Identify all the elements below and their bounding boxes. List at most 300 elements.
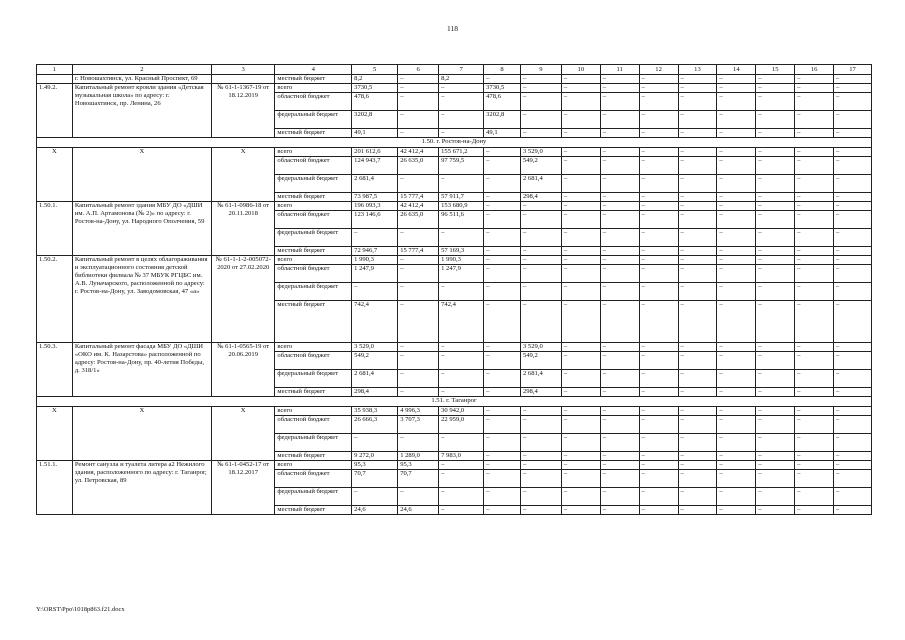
table-row xyxy=(37,460,872,469)
table-cell: – xyxy=(439,505,484,514)
table-cell: – xyxy=(795,75,834,84)
table-cell: – xyxy=(520,406,561,415)
table-cell: – xyxy=(678,264,717,282)
table-cell: всего xyxy=(275,83,352,92)
table-cell: – xyxy=(398,282,439,300)
table-cell: – xyxy=(795,246,834,255)
table-cell: – xyxy=(561,342,600,351)
table-cell: местный бюджет xyxy=(275,246,352,255)
table-cell: – xyxy=(561,255,600,264)
table-cell: – xyxy=(795,460,834,469)
table-cell: – xyxy=(678,342,717,351)
table-cell: – xyxy=(398,433,439,451)
table-cell: – xyxy=(639,156,678,174)
table-cell: – xyxy=(639,451,678,460)
table-cell: – xyxy=(756,128,795,137)
table-cell: – xyxy=(398,174,439,192)
table-cell: – xyxy=(717,406,756,415)
table-cell: – xyxy=(398,128,439,137)
table-cell: – xyxy=(678,110,717,128)
table-cell: – xyxy=(678,92,717,110)
table-cell: – xyxy=(600,351,639,369)
table-cell: – xyxy=(639,433,678,451)
table-cell: – xyxy=(484,487,521,505)
section-header-row xyxy=(37,137,872,147)
table-cell: – xyxy=(520,300,561,342)
table-cell: 549,2 xyxy=(520,351,561,369)
table-cell: – xyxy=(795,110,834,128)
table-cell: – xyxy=(795,210,834,228)
table-cell: 2 681,4 xyxy=(352,174,398,192)
table-cell: – xyxy=(600,210,639,228)
table-cell: – xyxy=(520,110,561,128)
table-cell: – xyxy=(756,387,795,396)
table-cell: – xyxy=(795,433,834,451)
table-cell: – xyxy=(600,147,639,156)
column-number-cell: 5 xyxy=(352,65,398,75)
table-cell: – xyxy=(439,282,484,300)
table-cell: – xyxy=(561,83,600,92)
column-number-cell: 16 xyxy=(795,65,834,75)
table-cell: – xyxy=(678,387,717,396)
table-cell: федеральный бюджет xyxy=(275,228,352,246)
table-cell: – xyxy=(484,505,521,514)
table-cell: – xyxy=(639,505,678,514)
table-cell: – xyxy=(717,460,756,469)
table-cell: – xyxy=(678,451,717,460)
table-cell: – xyxy=(795,342,834,351)
table-cell: – xyxy=(834,75,872,84)
table-cell: – xyxy=(756,147,795,156)
table-cell: – xyxy=(484,264,521,282)
table-cell: – xyxy=(639,351,678,369)
table-cell: – xyxy=(756,415,795,433)
table-cell: 3 529,0 xyxy=(352,342,398,351)
table-cell: – xyxy=(398,487,439,505)
column-number-cell: 1 xyxy=(37,65,73,75)
table-cell: – xyxy=(600,300,639,342)
table-cell: 2 681,4 xyxy=(520,369,561,387)
table-row xyxy=(37,75,872,84)
table-cell: – xyxy=(756,228,795,246)
table-cell: – xyxy=(756,201,795,210)
table-cell: 1 990,3 xyxy=(439,255,484,264)
table-cell: – xyxy=(600,228,639,246)
table-cell: – xyxy=(639,342,678,351)
table-row xyxy=(37,406,872,415)
table-cell: федеральный бюджет xyxy=(275,282,352,300)
table-cell: г. Новошахтинск, ул. Красный Проспект, 69 xyxy=(72,75,211,84)
table-cell: – xyxy=(352,487,398,505)
table-cell: – xyxy=(639,228,678,246)
table-cell: – xyxy=(600,156,639,174)
table-cell: – xyxy=(756,342,795,351)
table-cell: – xyxy=(398,228,439,246)
table-cell: всего xyxy=(275,255,352,264)
table-cell: – xyxy=(561,210,600,228)
table-cell: – xyxy=(717,192,756,201)
table-cell: Х xyxy=(37,406,73,460)
table-cell: – xyxy=(678,351,717,369)
table-cell: – xyxy=(398,255,439,264)
table-cell: – xyxy=(484,192,521,201)
table-cell: – xyxy=(398,92,439,110)
table-cell: 124 943,7 xyxy=(352,156,398,174)
file-path-footer: Y:\ORST\Ppo\1018p863.f21.docx xyxy=(36,606,125,613)
table-cell: – xyxy=(834,255,872,264)
table-cell: – xyxy=(756,487,795,505)
table-cell: федеральный бюджет xyxy=(275,174,352,192)
column-number-cell: 12 xyxy=(639,65,678,75)
table-cell: 3 529,0 xyxy=(520,342,561,351)
table-cell: – xyxy=(484,246,521,255)
table-cell: – xyxy=(484,282,521,300)
table-cell xyxy=(211,75,274,84)
table-cell: – xyxy=(834,228,872,246)
table-cell: – xyxy=(398,387,439,396)
table-cell: – xyxy=(639,192,678,201)
table-cell: – xyxy=(717,369,756,387)
table-cell: 123 146,6 xyxy=(352,210,398,228)
table-cell: – xyxy=(484,255,521,264)
table-cell: – xyxy=(678,128,717,137)
table-cell: – xyxy=(795,369,834,387)
table-cell: – xyxy=(484,415,521,433)
table-cell: 2 681,4 xyxy=(352,369,398,387)
table-cell: федеральный бюджет xyxy=(275,487,352,505)
table-cell: 4 996,3 xyxy=(398,406,439,415)
column-number-cell: 2 xyxy=(72,65,211,75)
table-cell: – xyxy=(639,460,678,469)
table-cell: всего xyxy=(275,460,352,469)
table-cell: – xyxy=(834,415,872,433)
table-row xyxy=(37,83,872,92)
column-number-cell: 13 xyxy=(678,65,717,75)
table-cell: – xyxy=(795,92,834,110)
table-cell: 1 990,3 xyxy=(352,255,398,264)
table-cell: № 61-1-1-2-005072-2020 от 27.02.2020 xyxy=(211,255,274,342)
table-cell: – xyxy=(717,246,756,255)
table-cell: – xyxy=(756,505,795,514)
table-cell: – xyxy=(795,387,834,396)
table-cell: 24,6 xyxy=(398,505,439,514)
table-cell: – xyxy=(398,75,439,84)
table-cell: 298,4 xyxy=(520,192,561,201)
table-cell: – xyxy=(561,192,600,201)
column-number-cell: 9 xyxy=(520,65,561,75)
table-cell: 35 938,3 xyxy=(352,406,398,415)
table-cell: – xyxy=(561,487,600,505)
table-cell: – xyxy=(439,469,484,487)
table-cell: Капитальный ремонт фасада МБУ ДО «ДШИ «ОКО им. К. Назарстова» расположенной по адресу: Ростов-на-Дону, пр. 40-летия Победы, д. 318/1» xyxy=(72,342,211,396)
table-cell: 9 272,0 xyxy=(352,451,398,460)
table-cell: – xyxy=(561,387,600,396)
table-cell: 298,4 xyxy=(520,387,561,396)
table-cell: 201 612,6 xyxy=(352,147,398,156)
table-cell: – xyxy=(398,369,439,387)
table-cell: – xyxy=(639,255,678,264)
table-cell: – xyxy=(561,75,600,84)
table-cell: – xyxy=(439,228,484,246)
table-cell: 3 529,0 xyxy=(520,147,561,156)
column-number-cell: 6 xyxy=(398,65,439,75)
table-row xyxy=(37,342,872,351)
table-cell: – xyxy=(717,75,756,84)
table-cell: – xyxy=(639,469,678,487)
table-cell: – xyxy=(439,369,484,387)
table-cell: – xyxy=(439,487,484,505)
table-cell: – xyxy=(639,83,678,92)
table-cell: – xyxy=(717,255,756,264)
table-cell: – xyxy=(600,201,639,210)
table-cell: – xyxy=(678,75,717,84)
table-cell: – xyxy=(834,264,872,282)
table-cell: – xyxy=(600,92,639,110)
table-cell: – xyxy=(520,433,561,451)
table-cell: – xyxy=(600,487,639,505)
table-cell: – xyxy=(834,469,872,487)
table-cell: 1 247,9 xyxy=(352,264,398,282)
table-cell: – xyxy=(561,460,600,469)
table-cell: 70,7 xyxy=(352,469,398,487)
table-cell: областной бюджет xyxy=(275,351,352,369)
table-cell: – xyxy=(600,406,639,415)
table-cell: – xyxy=(717,83,756,92)
table-cell: – xyxy=(717,387,756,396)
table-cell: – xyxy=(795,351,834,369)
table-cell: – xyxy=(484,174,521,192)
table-cell: – xyxy=(678,406,717,415)
table-cell: – xyxy=(561,264,600,282)
table-cell: – xyxy=(678,147,717,156)
table-cell: – xyxy=(520,264,561,282)
table-cell: – xyxy=(795,83,834,92)
table-cell: – xyxy=(717,505,756,514)
table-cell: 1.50.1. xyxy=(37,201,73,255)
table-cell: – xyxy=(756,156,795,174)
table-cell: – xyxy=(756,460,795,469)
table-cell: областной бюджет xyxy=(275,92,352,110)
table-cell: всего xyxy=(275,147,352,156)
table-cell: – xyxy=(717,451,756,460)
table-cell: – xyxy=(756,110,795,128)
table-cell: – xyxy=(484,469,521,487)
table-cell: – xyxy=(398,342,439,351)
table-cell: – xyxy=(717,174,756,192)
table-cell: 95,3 xyxy=(398,460,439,469)
table-cell: Капитальный ремонт кровли здания «Детская музыкальная школа» по адресу: г. Новошахтинск, пр. Ленина, 26 xyxy=(72,83,211,137)
table-cell: – xyxy=(520,505,561,514)
table-cell: – xyxy=(717,110,756,128)
table-cell: – xyxy=(639,282,678,300)
table-cell: – xyxy=(561,174,600,192)
table-cell: – xyxy=(639,369,678,387)
table-cell: Х xyxy=(72,147,211,201)
table-cell: – xyxy=(717,469,756,487)
table-cell: № 61-1-0565-19 от 20.06.2019 xyxy=(211,342,274,396)
table-cell: 8,2 xyxy=(352,75,398,84)
table-cell: – xyxy=(639,300,678,342)
table-cell: – xyxy=(756,83,795,92)
table-cell: – xyxy=(639,147,678,156)
table-cell: – xyxy=(561,128,600,137)
table-cell: федеральный бюджет xyxy=(275,433,352,451)
table-cell: – xyxy=(834,147,872,156)
table-cell: – xyxy=(756,92,795,110)
table-cell: 298,4 xyxy=(352,387,398,396)
table-cell: 3730,5 xyxy=(484,83,521,92)
table-cell: 15 777,4 xyxy=(398,246,439,255)
table-cell: – xyxy=(561,433,600,451)
table-cell: 70,7 xyxy=(398,469,439,487)
table-cell: 57 169,3 xyxy=(439,246,484,255)
table-cell: – xyxy=(795,282,834,300)
column-number-cell: 7 xyxy=(439,65,484,75)
table-cell: – xyxy=(834,433,872,451)
table-cell: – xyxy=(484,210,521,228)
table-cell: – xyxy=(678,415,717,433)
table-cell: – xyxy=(352,433,398,451)
table-cell: – xyxy=(834,210,872,228)
table-cell: – xyxy=(678,469,717,487)
table-cell: – xyxy=(600,469,639,487)
table-cell: – xyxy=(600,433,639,451)
table-cell: – xyxy=(561,505,600,514)
table-cell: – xyxy=(561,147,600,156)
table-cell: 26 635,0 xyxy=(398,210,439,228)
table-cell: – xyxy=(484,387,521,396)
table-cell: – xyxy=(520,210,561,228)
column-number-cell: 14 xyxy=(717,65,756,75)
table-cell: – xyxy=(398,83,439,92)
table-cell: – xyxy=(484,433,521,451)
table-cell: 42 412,4 xyxy=(398,201,439,210)
table-cell: – xyxy=(439,174,484,192)
table-cell: – xyxy=(795,255,834,264)
table-cell: – xyxy=(639,75,678,84)
table-cell: – xyxy=(834,451,872,460)
section-title: 1.51. г. Таганрог xyxy=(37,396,872,406)
table-cell: – xyxy=(639,406,678,415)
table-cell: местный бюджет xyxy=(275,128,352,137)
table-cell: – xyxy=(520,201,561,210)
column-number-cell: 17 xyxy=(834,65,872,75)
column-number-cell: 15 xyxy=(756,65,795,75)
table-cell: – xyxy=(484,228,521,246)
table-cell: 3202,8 xyxy=(484,110,521,128)
table-cell: – xyxy=(484,451,521,460)
table-cell: – xyxy=(520,228,561,246)
table-cell: всего xyxy=(275,342,352,351)
table-cell: – xyxy=(834,246,872,255)
table-cell: – xyxy=(484,369,521,387)
table-cell: – xyxy=(439,92,484,110)
table-cell: 1.50.2. xyxy=(37,255,73,342)
table-cell: – xyxy=(600,460,639,469)
table-cell: – xyxy=(520,415,561,433)
table-cell: – xyxy=(795,228,834,246)
column-number-cell: 3 xyxy=(211,65,274,75)
table-cell: 26 666,3 xyxy=(352,415,398,433)
table-cell: 42 412,4 xyxy=(398,147,439,156)
table-cell: – xyxy=(439,351,484,369)
table-cell: – xyxy=(717,156,756,174)
table-cell: – xyxy=(520,75,561,84)
table-cell: – xyxy=(398,264,439,282)
table-cell: – xyxy=(484,75,521,84)
table-cell: 1 247,9 xyxy=(439,264,484,282)
table-cell: областной бюджет xyxy=(275,264,352,282)
table-cell: – xyxy=(756,469,795,487)
table-cell: 49,1 xyxy=(484,128,521,137)
table-cell: – xyxy=(520,282,561,300)
table-cell: – xyxy=(398,351,439,369)
table-cell: – xyxy=(834,110,872,128)
table-cell: – xyxy=(600,264,639,282)
table-cell: – xyxy=(717,351,756,369)
table-cell: – xyxy=(600,342,639,351)
table-cell: – xyxy=(795,201,834,210)
table-cell: – xyxy=(756,264,795,282)
table-cell: – xyxy=(600,75,639,84)
table-row xyxy=(37,255,872,264)
table-cell: – xyxy=(678,174,717,192)
table-cell: – xyxy=(756,174,795,192)
column-number-cell: 11 xyxy=(600,65,639,75)
table-cell: – xyxy=(520,487,561,505)
table-cell: – xyxy=(484,147,521,156)
table-cell: – xyxy=(600,246,639,255)
table-cell: – xyxy=(561,351,600,369)
table-cell: 1.51.1. xyxy=(37,460,73,514)
table-cell: – xyxy=(439,433,484,451)
table-cell: 549,2 xyxy=(352,351,398,369)
table-cell: областной бюджет xyxy=(275,415,352,433)
table-cell: – xyxy=(520,451,561,460)
table-cell: – xyxy=(561,201,600,210)
table-cell: Ремонт санузла и туалета литера а2 Нежилого здания, расположенного по адресу: г. Таганрог, ул. Петровская, 89 xyxy=(72,460,211,514)
table-cell: 742,4 xyxy=(439,300,484,342)
table-cell: – xyxy=(600,505,639,514)
table-cell: федеральный бюджет xyxy=(275,110,352,128)
column-number-cell: 8 xyxy=(484,65,521,75)
table-cell: 30 942,0 xyxy=(439,406,484,415)
table-cell: Х xyxy=(37,147,73,201)
column-number-row xyxy=(37,65,872,75)
table-cell: – xyxy=(398,110,439,128)
table-cell: – xyxy=(561,469,600,487)
table-cell: – xyxy=(639,174,678,192)
table-cell: всего xyxy=(275,201,352,210)
table-cell: – xyxy=(678,433,717,451)
table-cell: – xyxy=(834,201,872,210)
table-cell: – xyxy=(834,460,872,469)
table-cell: – xyxy=(639,246,678,255)
table-cell: – xyxy=(717,210,756,228)
table-cell: – xyxy=(795,156,834,174)
table-cell: – xyxy=(678,156,717,174)
table-cell: местный бюджет xyxy=(275,300,352,342)
budget-table xyxy=(36,64,872,515)
table-cell: – xyxy=(756,75,795,84)
table-cell: – xyxy=(639,387,678,396)
table-cell: – xyxy=(520,460,561,469)
table-cell: местный бюджет xyxy=(275,192,352,201)
table-cell: 73 987,5 xyxy=(352,192,398,201)
table-cell: – xyxy=(834,300,872,342)
table-cell: – xyxy=(678,369,717,387)
table-cell: – xyxy=(834,156,872,174)
